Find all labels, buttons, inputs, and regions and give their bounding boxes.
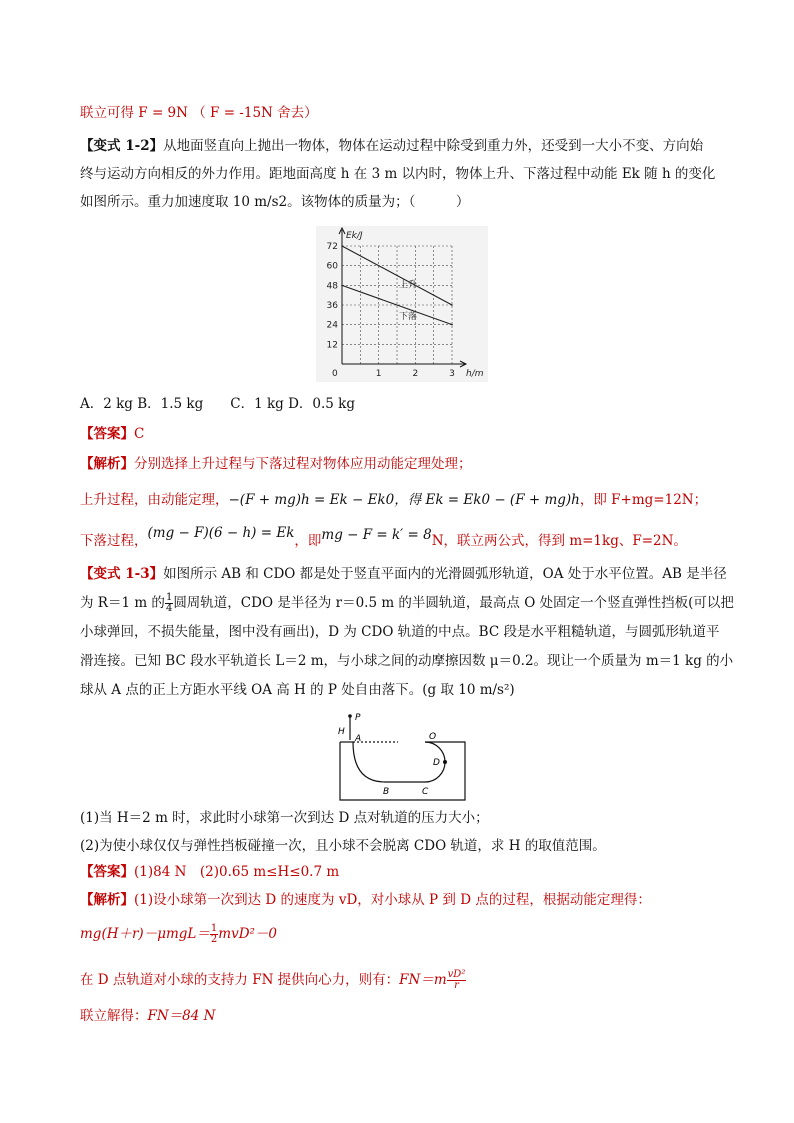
origin-label: 0 bbox=[332, 369, 338, 379]
y-tick-label: 72 bbox=[326, 242, 338, 252]
series-point bbox=[341, 285, 343, 287]
variant-1-2-line1 bbox=[80, 136, 703, 156]
label-b: B bbox=[383, 787, 390, 797]
x-tick-label: 2 bbox=[412, 369, 419, 379]
up-formula: −(F + mg)h = Ek − Ek0，得 Ek = Ek0 − (F + mg)h bbox=[228, 492, 580, 508]
y-axis-label: Ek/J bbox=[346, 231, 363, 241]
x-tick-label: 3 bbox=[449, 369, 455, 379]
intro-result: 联立可得 F = 9N （ F = -15N 舍去） bbox=[80, 105, 318, 121]
series-point bbox=[341, 245, 343, 247]
question-2: (2)为使小球仅仅与弹性挡板碰撞一次，且小球不会脱离 CDO 轨道，求 H 的取值范围。 bbox=[80, 838, 606, 854]
final-result bbox=[80, 1006, 215, 1026]
frac-num: 1 bbox=[165, 592, 173, 603]
analysis-text: (1)设小球第一次到达 D 的速度为 vD，对小球从 P 到 D 点的过程，根据动能定理得： bbox=[134, 892, 651, 908]
variant-text: 如图所示 AB 和 CDO 都是处于竖直平面内的光滑圆弧形轨道，OA 处于水平位置。AB 是半径 bbox=[163, 566, 727, 582]
y-tick-label: 12 bbox=[326, 340, 338, 351]
analysis-down-line bbox=[80, 525, 687, 551]
answer-value: C bbox=[134, 426, 145, 442]
answer-value: (1)84 N (2)0.65 m≤H≤0.7 m bbox=[134, 864, 340, 880]
down-formula: (mg − F)(6 − h) = Ek bbox=[147, 525, 295, 541]
label-p: P bbox=[355, 713, 361, 723]
answer-tag: 【答案】 bbox=[80, 426, 134, 442]
ek-h-chart bbox=[316, 226, 488, 382]
final-label: 联立解得： bbox=[80, 1008, 148, 1024]
down-label: 下落过程， bbox=[80, 533, 148, 549]
label-o: O bbox=[429, 732, 437, 742]
answer-1 bbox=[80, 424, 144, 444]
down-formula2: mg − F = k′ = 8 bbox=[321, 527, 432, 543]
line2-end: 圆周轨道，CDO 是半径为 r＝0.5 m 的半圆轨道，最高点 O 处固定一个竖直弹性挡板(可以把 bbox=[173, 595, 734, 611]
analysis-text: 分别选择上升过程与下落过程对物体应用动能定理处理； bbox=[134, 456, 472, 472]
answer-tag: 【答案】 bbox=[80, 864, 134, 880]
variant-text: 从地面竖直向上抛出一物体，物体在运动过程中除受到重力外，还受到一大小不变、方向始 bbox=[163, 138, 704, 154]
line2-start: 为 R＝1 m 的 bbox=[80, 595, 165, 611]
ball-p bbox=[348, 714, 352, 718]
equation-2 bbox=[80, 970, 466, 991]
eq2-den: r bbox=[454, 980, 459, 991]
arc-ab-bc bbox=[353, 742, 425, 782]
label-d: D bbox=[433, 758, 440, 768]
y-tick-label: 48 bbox=[326, 281, 338, 292]
eq2-label: 在 D 点轨道对小球的支持力 FN 提供向心力，则有： bbox=[80, 972, 400, 988]
eq2-fraction bbox=[447, 970, 467, 991]
point-d bbox=[443, 760, 447, 764]
analysis-up-line bbox=[80, 490, 707, 510]
variant-1-3-line5: 球从 A 点的正上方距水平线 OA 高 H 的 P 处自由落下。(g 取 10 m/s²) bbox=[80, 682, 515, 698]
analysis-2-line1 bbox=[80, 890, 651, 910]
question-1: (1)当 H＝2 m 时，求此时小球第一次到达 D 点对轨道的压力大小； bbox=[80, 810, 489, 826]
series-point bbox=[451, 324, 453, 326]
down-result: N，联立两公式，得到 m=1kg、F=2N。 bbox=[431, 533, 687, 549]
label-a: A bbox=[355, 734, 362, 744]
eq1-left: mg(H＋r)－μmgL＝ bbox=[80, 926, 210, 942]
up-result: ，即 F+mg=12N； bbox=[579, 492, 708, 508]
variant-1-2-line2: 终与运动方向相反的外力作用。距地面高度 h 在 3 m 以内时，物体上升、下落过程中动能 Ek 随 h 的变化 bbox=[80, 166, 716, 182]
up-label: 上升过程，由动能定理， bbox=[80, 492, 229, 508]
eq2-num: vD² bbox=[447, 969, 466, 980]
eq1-half bbox=[210, 924, 218, 945]
analysis-1 bbox=[80, 454, 472, 474]
eq2-left: FN＝m bbox=[399, 972, 447, 988]
y-tick-label: 24 bbox=[326, 320, 338, 331]
x-axis-label: h/m bbox=[466, 369, 484, 379]
final-value: FN＝84 N bbox=[147, 1008, 216, 1024]
eq1-right: mvD²－0 bbox=[218, 926, 278, 942]
variant-1-3-line3: 小球弹回，不损失能量，图中没有画出)，D 为 CDO 轨道的中点。BC 段是水平粗糙轨道，与圆弧形轨道平 bbox=[80, 624, 720, 640]
variant-1-3-line4: 滑连接。已知 BC 段水平轨道长 L＝2 m，与小球之间的动摩擦因数 μ＝0.2。现让一个质量为 m＝1 kg 的小 bbox=[80, 653, 734, 669]
variant-1-3-line2 bbox=[80, 593, 734, 614]
variant-1-3-line1 bbox=[80, 564, 727, 584]
series-label: 上升 bbox=[399, 280, 418, 291]
equation-1 bbox=[80, 924, 277, 945]
answer-options: A．2 kg B．1.5 kg C．1 kg D．0.5 kg bbox=[80, 396, 355, 412]
variant-1-2-line3: 如图所示。重力加速度取 10 m/s2。该物体的质量为；（ ） bbox=[80, 194, 470, 210]
track-diagram bbox=[330, 712, 470, 812]
series-label: 下落 bbox=[399, 312, 418, 322]
label-c: C bbox=[422, 787, 429, 797]
y-tick-label: 36 bbox=[326, 301, 338, 311]
analysis-tag: 【解析】 bbox=[80, 456, 134, 472]
x-tick-label: 1 bbox=[375, 369, 382, 379]
eq1-den: 2 bbox=[210, 934, 218, 945]
eq1-num: 1 bbox=[210, 923, 218, 934]
variant-tag: 【变式 1-3】 bbox=[80, 566, 164, 582]
label-h: H bbox=[338, 727, 345, 737]
analysis-tag: 【解析】 bbox=[80, 892, 134, 908]
answer-2 bbox=[80, 862, 339, 882]
series-point bbox=[451, 304, 453, 306]
outer-frame bbox=[340, 742, 465, 800]
variant-tag: 【变式 1-2】 bbox=[80, 138, 164, 154]
frac-den: 4 bbox=[165, 603, 173, 614]
down-mid: ，即 bbox=[294, 533, 322, 549]
y-tick-label: 60 bbox=[326, 261, 338, 272]
